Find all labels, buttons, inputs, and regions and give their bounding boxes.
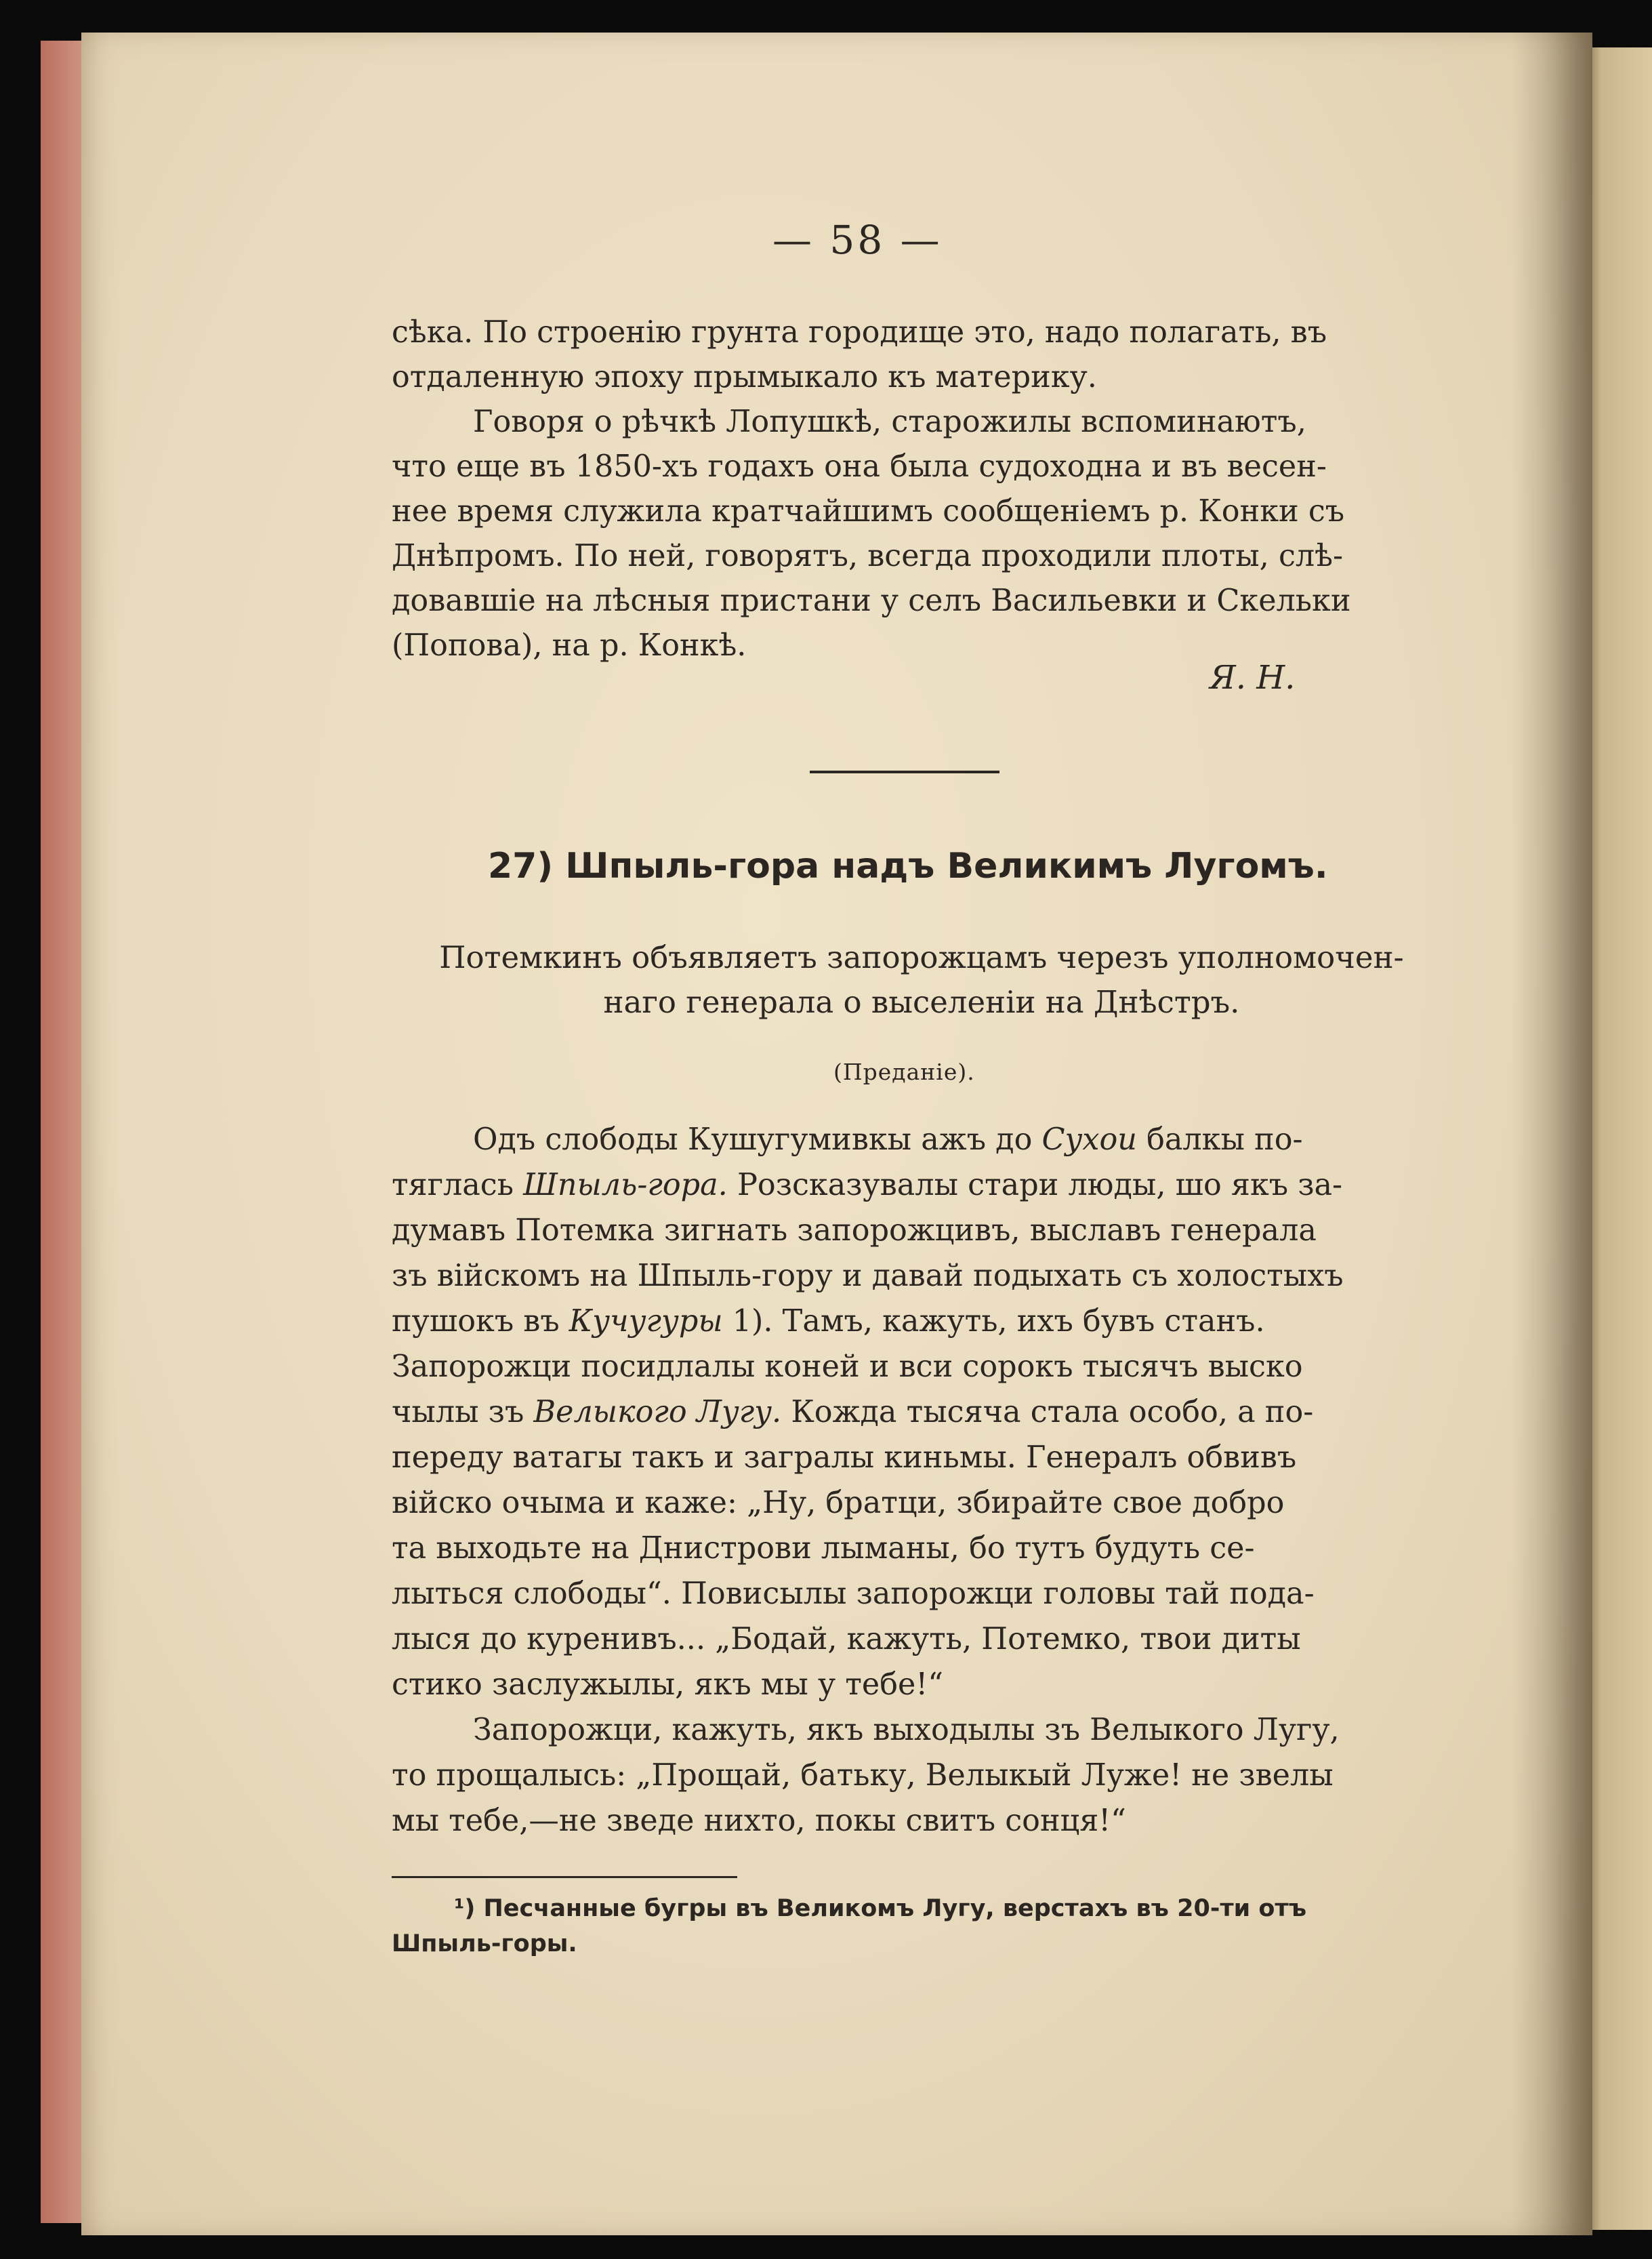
text-line: Днѣпромъ. По ней, говорятъ, всегда проходили плоты, слѣ- xyxy=(392,539,1344,573)
tradition-label: (Преданіе). xyxy=(833,1059,975,1085)
section-title: 27) Шпыль-гора надъ Великимъ Лугомъ. xyxy=(488,846,1328,887)
text-line: Одъ слободы Кушугумивкы ажъ до Сухои балкы по- xyxy=(473,1122,1303,1157)
text-line: Говоря о рѣчкѣ Лопушкѣ, старожилы вспоминаютъ, xyxy=(473,405,1306,439)
footnote-line: ¹) Песчанные бугры въ Великомъ Лугу, верстахъ въ 20-ти отъ xyxy=(454,1895,1307,1922)
text-line: переду ватагы такъ и загралы киньмы. Генералъ обвивъ xyxy=(392,1440,1297,1475)
section-subtitle xyxy=(386,935,1457,1025)
text-line: нее время служила кратчайшимъ сообщеніемъ р. Конки съ xyxy=(392,494,1345,529)
text-line: Запорожци, кажуть, якъ выходылы зъ Велыкого Лугу, xyxy=(473,1713,1340,1747)
text-line: зъ війскомъ на Шпыль-гору и давай подыхать съ холостыхъ xyxy=(392,1259,1344,1293)
footnote-line: Шпыль-горы. xyxy=(392,1930,577,1957)
author-signature: Я. Н. xyxy=(1210,659,1296,697)
section-divider xyxy=(810,771,999,773)
text-line: сѣка. По строенію грунта городище это, надо полагать, въ xyxy=(392,315,1327,350)
text-line: довавшіе на лѣсныя пристани у селъ Васильевки и Скельки xyxy=(392,584,1351,618)
text-line: Запорожци посидлалы коней и вси сорокъ тысячъ выско xyxy=(392,1349,1303,1384)
top-paragraph xyxy=(392,310,1449,400)
second-paragraph xyxy=(392,400,1449,668)
text-line: пушокъ въ Кучугуры 1). Тамъ, кажуть, ихъ бувъ станъ. xyxy=(392,1304,1265,1339)
footnote xyxy=(392,1891,1449,1961)
text-line: что еще въ 1850-хъ годахъ она была судоходна и въ весен- xyxy=(392,449,1327,484)
page-number: — 58 — xyxy=(772,217,943,263)
text-line: та выходьте на Днистрови лыманы, бо тутъ будуть се- xyxy=(392,1531,1255,1566)
text-line: чылы зъ Велыкого Лугу. Кожда тысяча стала особо, а по- xyxy=(392,1395,1314,1429)
gutter-shadow xyxy=(1511,33,1592,2235)
story-paragraph xyxy=(392,1117,1449,1844)
footnote-divider xyxy=(392,1876,737,1878)
text-line: лыться слободы“. Повисылы запорожци головы тай пода- xyxy=(392,1576,1315,1611)
text-line: то прощалысь: „Прощай, батьку, Велыкый Луже! не звелы xyxy=(392,1758,1334,1793)
text-line: думавъ Потемка зигнать запорожцивъ, выславъ генерала xyxy=(392,1213,1317,1248)
text-line: отдаленную эпоху прымыкало къ материку. xyxy=(392,360,1097,394)
text-line: війско очыма и каже: „Ну, братци, збирайте свое добро xyxy=(392,1486,1285,1520)
text-line: стико заслужылы, якъ мы у тебе!“ xyxy=(392,1667,944,1702)
text-line: тяглась Шпыль-гора. Розсказувалы стари люды, шо якъ за- xyxy=(392,1168,1343,1202)
subtitle-line: наго генерала о выселеніи на Днѣстръ. xyxy=(603,984,1240,1020)
subtitle-line: Потемкинъ объявляетъ запорожцамъ черезъ уполномочен- xyxy=(439,939,1404,975)
text-line: лыся до куренивъ... „Бодай, кажуть, Потемко, твои диты xyxy=(392,1622,1301,1656)
text-line: (Попова), на р. Конкѣ. xyxy=(392,628,747,663)
text-line: мы тебе,—не зведе нихто, покы свитъ сонця!“ xyxy=(392,1804,1126,1838)
